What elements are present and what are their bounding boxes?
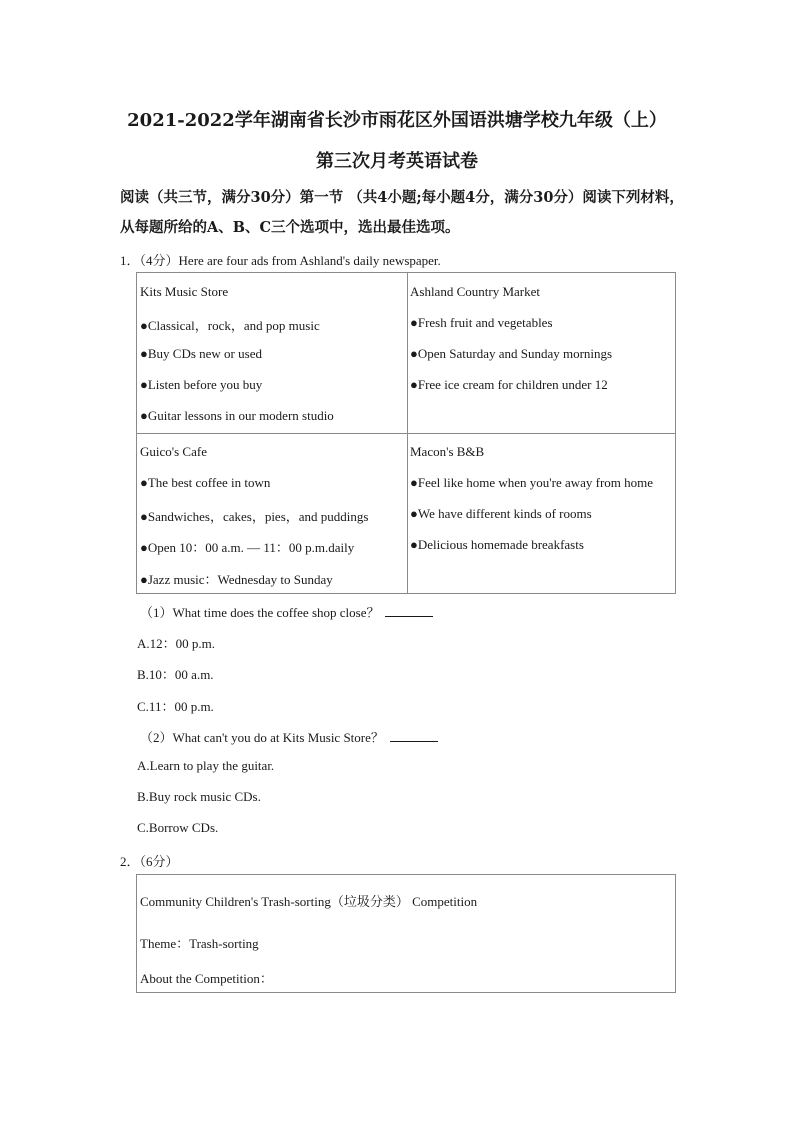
answer-blank[interactable] <box>390 729 438 742</box>
competition-about: About the Competition： <box>140 971 273 986</box>
ad-item: ●The best coffee in town <box>140 475 271 490</box>
exam-title-line2: 第三次月考英语试卷 <box>316 151 478 172</box>
ad-item: ●Classical，rock，and pop music <box>140 318 320 333</box>
option-c: C.11：00 p.m. <box>137 699 214 714</box>
ad-title: Kits Music Store <box>140 284 229 299</box>
question-score: （4分） <box>139 253 179 268</box>
option-a: A.Learn to play the guitar. <box>137 758 275 773</box>
ad-item: ●We have different kinds of rooms <box>410 506 592 521</box>
ad-title: Macon's B&B <box>410 444 485 459</box>
question-2-header <box>120 851 179 870</box>
exam-title-line1: 2021-2022学年湖南省长沙市雨花区外国语洪塘学校九年级（上） <box>127 110 667 131</box>
option-a: A.12：00 p.m. <box>137 636 216 651</box>
ad-cell-macons-bnb <box>410 434 675 594</box>
ad-item: ●Fresh fruit and vegetables <box>410 315 553 330</box>
question-score: （6分） <box>139 854 179 869</box>
ad-cell-ashland-country-market <box>410 273 675 433</box>
question-prompt: Here are four ads from Ashland's daily newspaper. <box>178 253 441 268</box>
ad-item: ●Listen before you buy <box>140 377 263 392</box>
ad-item: ●Open 10：00 a.m. — 11：00 p.m.daily <box>140 540 355 555</box>
ad-title: Ashland Country Market <box>410 284 540 299</box>
option-b: B.Buy rock music CDs. <box>137 789 261 804</box>
subquestion-text: （2）What can't you do at Kits Music Store？ <box>140 730 384 745</box>
competition-box <box>136 874 676 993</box>
ad-item: ●Open Saturday and Sunday mornings <box>410 346 613 361</box>
option-c: C.Borrow CDs. <box>137 820 219 835</box>
ad-title: Guico's Cafe <box>140 444 207 459</box>
subquestion-2 <box>140 727 438 746</box>
question-number: 2． <box>120 854 140 869</box>
ad-item: ●Delicious homemade breakfasts <box>410 537 584 552</box>
ad-item: ●Guitar lessons in our modern studio <box>140 408 334 423</box>
ad-cell-guicos-cafe <box>140 434 405 594</box>
question-1-header <box>120 250 441 269</box>
ad-item: ●Free ice cream for children under 12 <box>410 377 608 392</box>
question-number: 1． <box>120 253 140 268</box>
ad-item: ●Buy CDs new or used <box>140 346 262 361</box>
subquestion-1 <box>140 602 433 621</box>
competition-theme: Theme：Trash-sorting <box>140 936 259 951</box>
section-instructions-line2: 从每题所给的A、B、C三个选项中，选出最佳选项。 <box>120 219 460 236</box>
competition-heading: Community Children's Trash-sorting（垃圾分类） Competition <box>140 894 478 909</box>
ad-item: ●Sandwiches，cakes，pies，and puddings <box>140 509 369 524</box>
answer-blank[interactable] <box>385 604 433 617</box>
ad-item: ●Feel like home when you're away from home <box>410 475 654 490</box>
ad-item: ●Jazz music：Wednesday to Sunday <box>140 572 333 587</box>
ad-cell-kits-music-store <box>140 273 405 433</box>
subquestion-text: （1）What time does the coffee shop close？ <box>140 605 380 620</box>
section-instructions-line1: 阅读（共三节，满分30分）第一节 （共4小题;每小题4分，满分30分）阅读下列材料， <box>120 189 684 206</box>
ads-table <box>136 272 676 594</box>
option-b: B.10：00 a.m. <box>137 667 214 682</box>
